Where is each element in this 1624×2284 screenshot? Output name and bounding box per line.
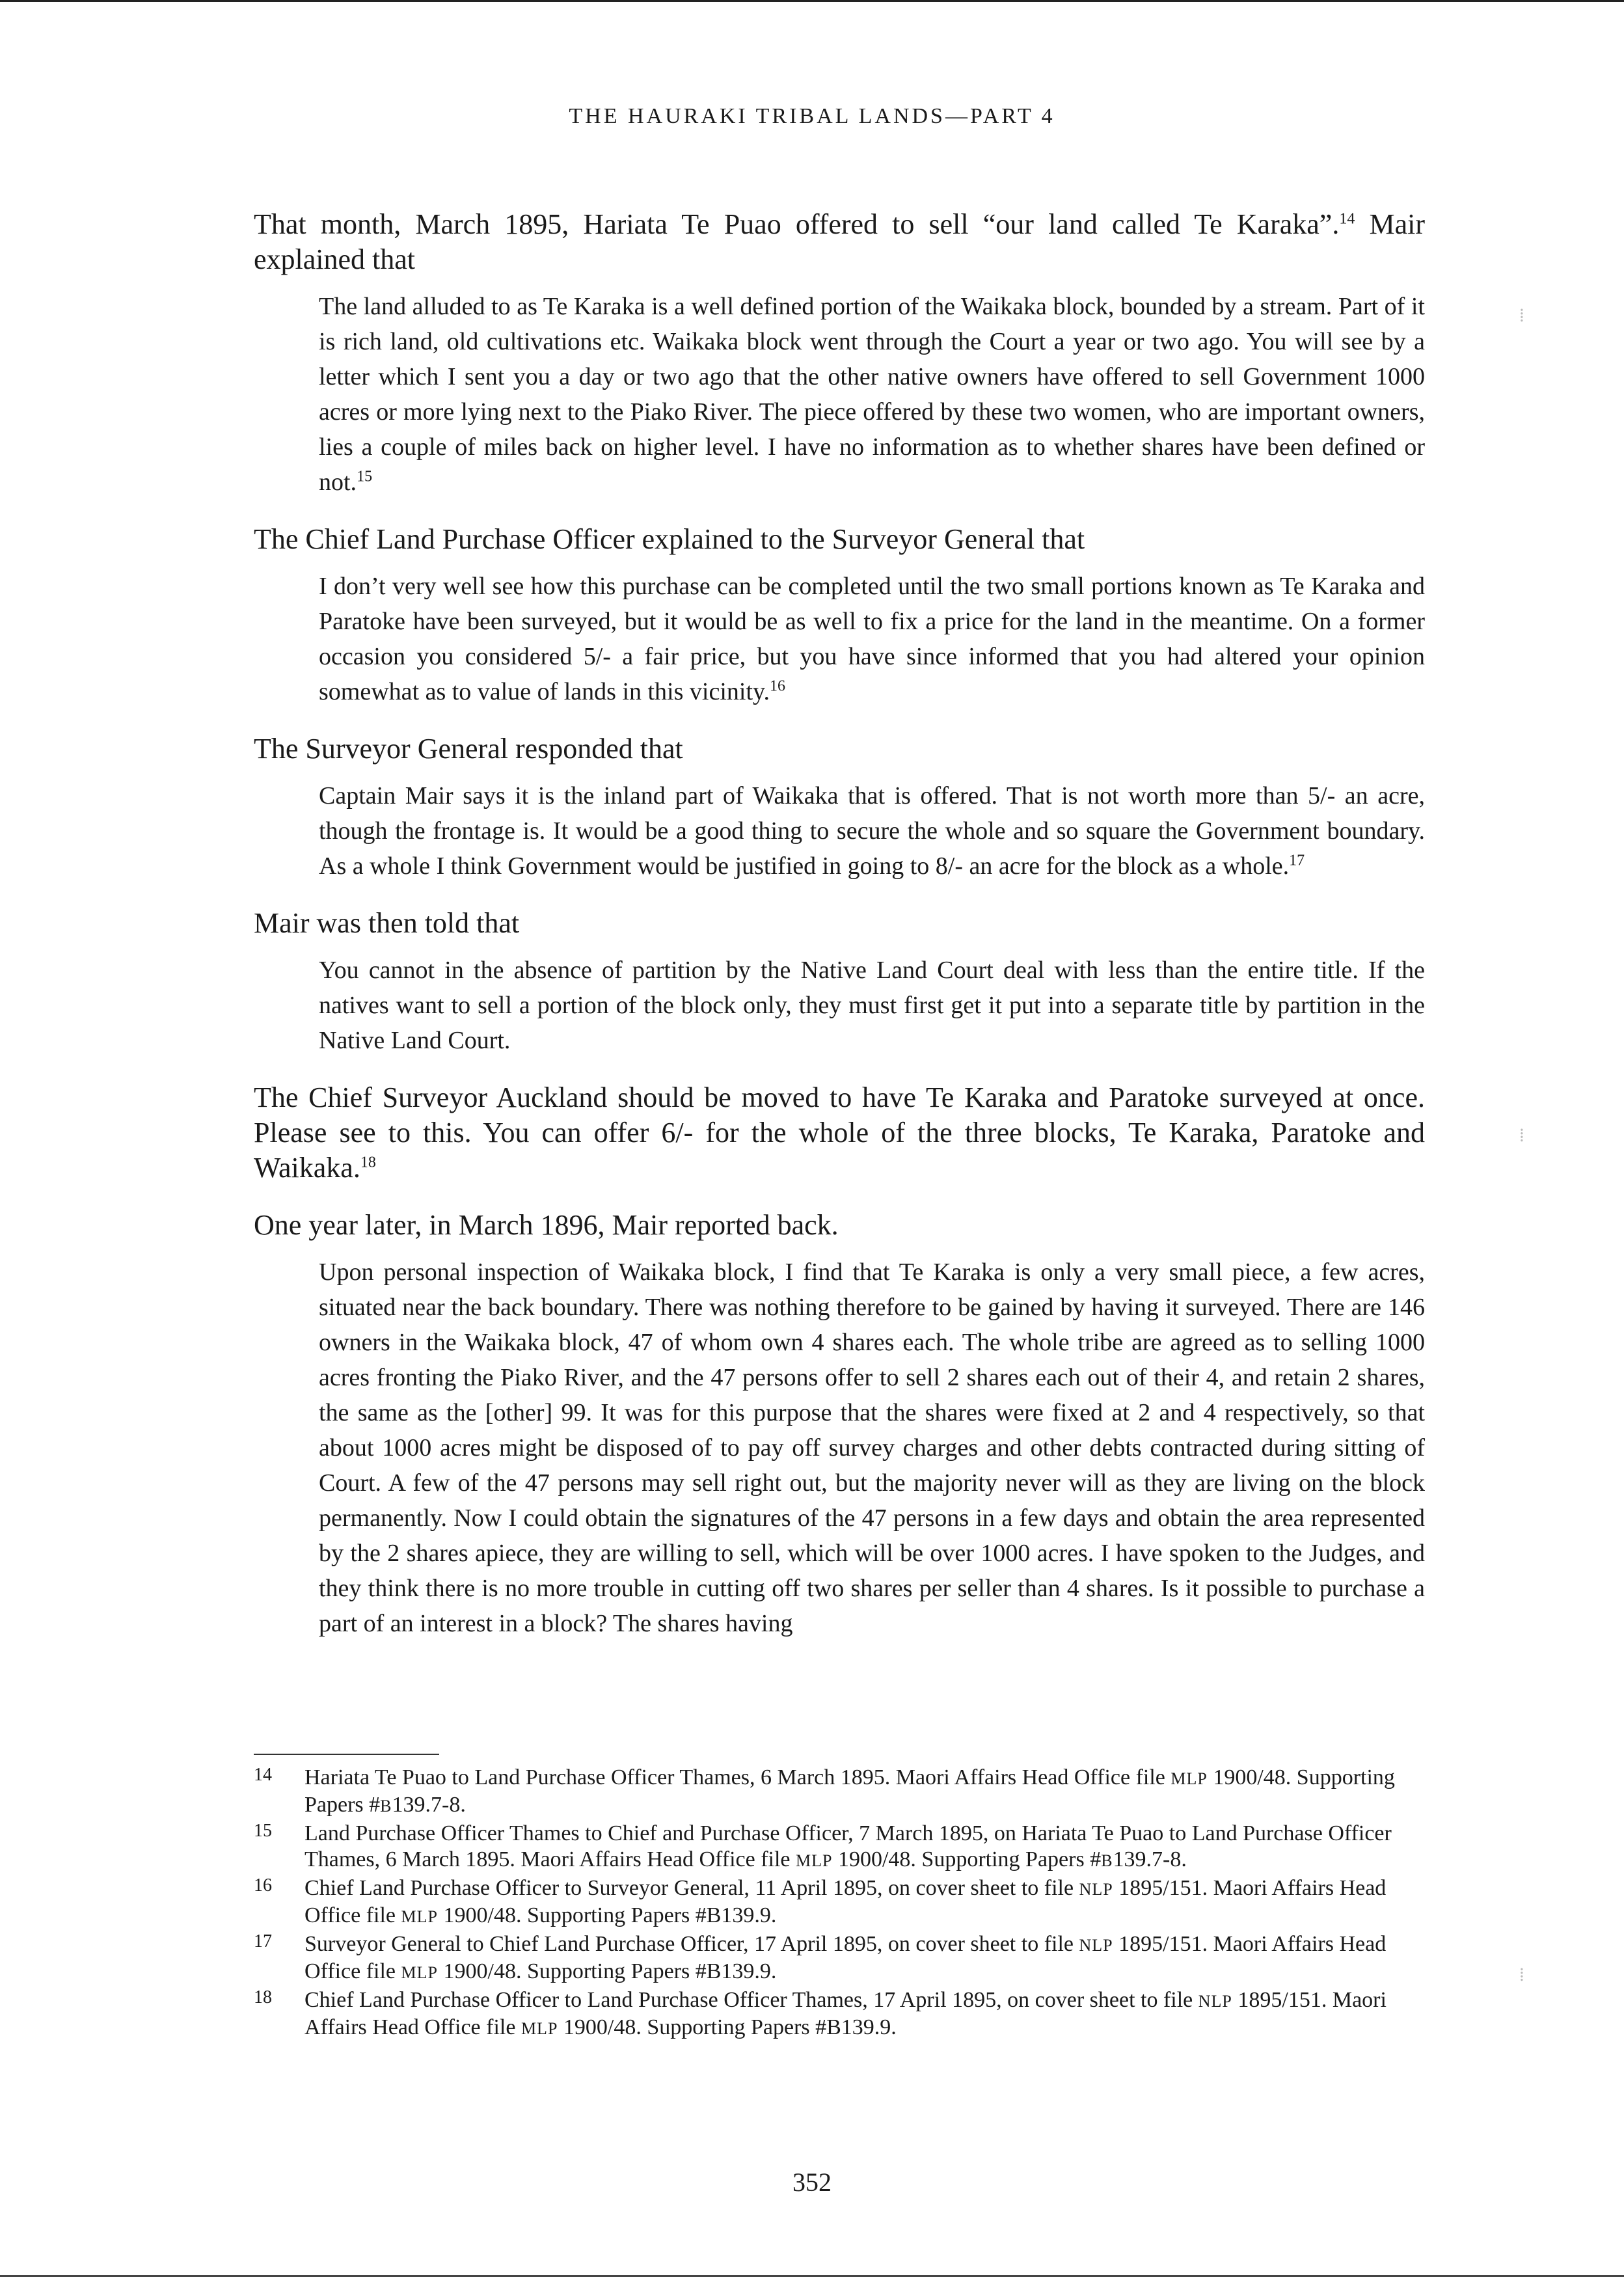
footnote-ref-18[interactable]: 18 <box>360 1154 376 1171</box>
footnote-text: 1900/48. Supporting Papers # <box>304 1765 1395 1817</box>
footnote-number: 14 <box>254 1765 272 1785</box>
footnote-text: 1900/48. Supporting Papers #B139.9. <box>558 2015 897 2039</box>
footnote-number: 16 <box>254 1875 272 1896</box>
block-quote-1-text: The land alluded to as Te Karaka is a well defined portion of the Waikaka block, bounded by a stream. Part of it is rich land, old cultivations etc. Waikaka block went through the Court a year or two ago. You will see by a letter which I sent you a day or two ago that the other native owners have offered to sell Government 1000 acres or more lying next to the Piako River. The piece offered by these two women, who are important owners, lies a couple of miles back on higher level. I have no information as to whether shares have been defined or not. <box>319 293 1425 496</box>
scan-artifact-mark: ⁞ <box>1519 1126 1524 1146</box>
footnote-ref-15[interactable]: 15 <box>357 468 373 485</box>
block-quote-3 <box>319 778 1425 884</box>
footnote-text: 139.7-8. <box>1113 1847 1187 1871</box>
bottom-edge-rule <box>0 2275 1624 2277</box>
scan-artifact-mark: ⁞ <box>1519 306 1524 326</box>
block-quote-5-text: The Chief Surveyor Auckland should be moved to have Te Karaka and Paratoke surveyed at once. Please see to this. You can offer 6/- for the whole of the three blocks, Te Karaka, Paratoke and Waikaka. <box>254 1081 1425 1184</box>
block-quote-3-text: Captain Mair says it is the inland part of Waikaka that is offered. That is not worth more than 5/- an acre, though the frontage is. It would be a good thing to secure the whole and so square the Government boundary. As a whole I think Government would be justified in going to 8/- an acre for the block as a whole. <box>319 782 1425 880</box>
footnote-smallcaps: B <box>1101 1851 1113 1870</box>
footnote-ref-14[interactable]: 14 <box>1339 210 1355 228</box>
block-quote-1 <box>319 289 1425 500</box>
footnote-15 <box>254 1821 1431 1874</box>
footnote-number: 18 <box>254 1987 272 2007</box>
footnote-text: Surveyor General to Chief Land Purchase Officer, 17 April 1895, on cover sheet to file <box>304 1932 1079 1956</box>
footnote-text: 139.7-8. <box>392 1793 466 1817</box>
paragraph-2: The Chief Land Purchase Officer explained to the Surveyor General that <box>254 523 1085 555</box>
footnote-14 <box>254 1765 1431 1819</box>
footnote-separator <box>254 1754 439 1755</box>
block-quote-6: Upon personal inspection of Waikaka block, I find that Te Karaka is only a very small piece, a few acres, situated near the back boundary. There was nothing therefore to be gained by having it surveyed. There are 146 owners in the Waikaka block, 47 of whom own 4 shares each. The whole tribe are agreed as to selling 1000 acres fronting the Piako River, and the 47 persons offer to sell 2 shares each out of their 4, and retain 2 shares, the same as the [other] 99. It was for this purpose that the shares were fixed at 2 and 4 respectively, so that about 1000 acres might be disposed of to pay off survey charges and other debts contracted during sitting of Court. A few of the 47 persons may sell right out, but the majority never will as they are living on the block permanently. Now I could obtain the signatures of the 47 persons in a few days and obtain the area represented by the 2 shares apiece, they are willing to sell, which will be over 1000 acres. I have spoken to the Judges, and they think there is no more trouble in cutting off two shares per seller than 4 shares. Is it possible to purchase a part of an interest in a block? The shares having <box>319 1258 1425 1637</box>
footnote-ref-16[interactable]: 16 <box>770 677 786 695</box>
footnote-smallcaps: MLP <box>521 2019 558 2038</box>
block-quote-5 <box>254 1080 1425 1186</box>
footnote-text: 1895/151. Maori Affairs Head Office file <box>304 1988 1387 2039</box>
footnote-text: 1900/48. Supporting Papers #B139.9. <box>438 1959 777 1983</box>
top-edge-rule <box>0 0 1624 2</box>
paragraph-4: Mair was then told that <box>254 907 520 939</box>
footnote-16 <box>254 1875 1431 1930</box>
footnotes <box>254 1765 1431 2043</box>
block-quote-2 <box>319 569 1425 709</box>
paragraph-1 <box>254 207 1425 277</box>
footnote-18 <box>254 1987 1431 2042</box>
footnote-number: 17 <box>254 1931 272 1951</box>
scan-artifact-mark: ⁞ <box>1519 1965 1524 1985</box>
footnote-text: 1900/48. Supporting Papers # <box>832 1847 1102 1871</box>
footnote-smallcaps: MLP <box>796 1851 833 1870</box>
paragraph-1-tail: Mair explained that <box>254 208 1426 275</box>
footnote-text: Chief Land Purchase Officer to Land Purchase Officer Thames, 17 April 1895, on cover sheet to file <box>304 1988 1198 2012</box>
paragraph-1-text: That month, March 1895, Hariata Te Puao offered to sell “our land called Te Karaka”. <box>254 208 1340 240</box>
block-quote-2-text: I don’t very well see how this purchase can be completed until the two small portions known as Te Karaka and Paratoke have been surveyed, but it would be as well to fix a price for the land in the meantime. On a former occasion you considered 5/- a fair price, but you have since informed that you had altered your opinion somewhat as to value of lands in this vicinity. <box>319 573 1425 705</box>
footnote-text: Chief Land Purchase Officer to Surveyor General, 11 April 1895, on cover sheet to file <box>304 1876 1079 1900</box>
footnote-smallcaps: MLP <box>1171 1769 1208 1788</box>
footnote-17 <box>254 1931 1431 1986</box>
footnote-smallcaps: MLP <box>401 1963 438 1982</box>
body-text <box>254 207 1425 1641</box>
paragraph-5: One year later, in March 1896, Mair reported back. <box>254 1209 839 1241</box>
footnote-text: 1895/151. Maori Affairs Head Office file <box>304 1876 1387 1927</box>
footnote-number: 15 <box>254 1821 272 1841</box>
footnote-text: 1900/48. Supporting Papers #B139.9. <box>438 1903 777 1927</box>
running-head: THE HAURAKI TRIBAL LANDS—PART 4 <box>569 104 1055 128</box>
page-number: 352 <box>792 2168 832 2197</box>
footnote-smallcaps: MLP <box>401 1907 438 1926</box>
footnote-text: 1895/151. Maori Affairs Head Office file <box>304 1932 1387 1983</box>
block-quote-4: You cannot in the absence of partition by the Native Land Court deal with less than the entire title. If the natives want to sell a portion of the block only, they must first get it put into a separate title by partition in the Native Land Court. <box>319 957 1425 1054</box>
footnote-smallcaps: NLP <box>1079 1936 1113 1955</box>
footnote-smallcaps: NLP <box>1079 1880 1113 1899</box>
footnote-ref-17[interactable]: 17 <box>1289 852 1305 869</box>
footnote-text: Hariata Te Puao to Land Purchase Officer Thames, 6 March 1895. Maori Affairs Head Office file <box>304 1765 1171 1789</box>
paragraph-3: The Surveyor General responded that <box>254 733 683 765</box>
footnote-text: Land Purchase Officer Thames to Chief and Purchase Officer, 7 March 1895, on Hariata Te Puao to Land Purchase Officer Thames, 6 March 1895. Maori Affairs Head Office file <box>304 1821 1392 1871</box>
footnote-smallcaps: B <box>380 1797 392 1815</box>
footnote-smallcaps: NLP <box>1198 1992 1232 2011</box>
